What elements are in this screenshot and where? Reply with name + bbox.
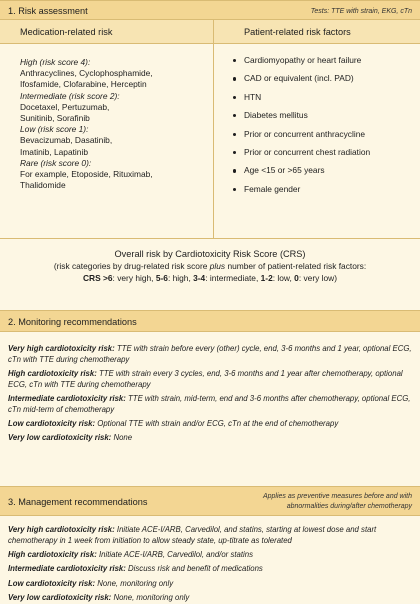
management-recommendations (0, 516, 420, 604)
crs-explanation (0, 261, 420, 272)
medication-category: Intermediate (risk score 2): (20, 90, 120, 101)
medication-drugs: Thalidomide (20, 180, 66, 191)
recommendation-item (8, 433, 412, 444)
medication-risk-heading: Medication-related risk (0, 20, 214, 43)
recommendation-text: Optional TTE with strain and/or ECG, cTn at the end of chemotherapy (95, 419, 339, 428)
crs-explanation-plus: plus (209, 261, 226, 272)
medication-drugs: Sunitinib, Sorafinib (20, 113, 90, 124)
medication-group (20, 158, 213, 192)
recommendation-text: None, monitoring only (95, 578, 174, 588)
recommendation-item (8, 564, 412, 575)
recommendation-item (8, 394, 412, 415)
recommendation-text: Initiate ACE-I/ARB, Carvedilol, and statins, starting at lowest dose and start chemotherapy in 1 week from initiation to allow steady state, up-titrate as tolerated (8, 525, 377, 545)
risk-level: Low cardiotoxicity risk: (8, 419, 96, 428)
recommendation-item (8, 525, 412, 546)
recommendation-item (8, 419, 412, 430)
crs-scale (0, 273, 420, 284)
patient-risk-heading: Patient-related risk factors (244, 27, 351, 37)
medication-category: High (risk score 4): (20, 57, 91, 67)
medication-group (20, 57, 213, 91)
patient-risk-factor: Diabetes mellitus (233, 110, 420, 121)
medication-drugs: Bevacizumab, Dasatinib, (20, 135, 113, 146)
crs-score-key: 5-6 (155, 272, 168, 283)
section-3-note: Applies as preventive measures before and with abnormalities during/after chemotherapy (262, 493, 412, 510)
risk-level: Very low cardiotoxicity risk: (8, 433, 112, 443)
section-1-header (0, 0, 420, 20)
medication-category: Rare (risk score 0): (20, 157, 92, 168)
recommendation-text: TTE with strain before every (other) cycle, end, 3-6 months and 1 year, optional ECG, cTn with TTE during chemotherapy (8, 344, 412, 364)
risk-columns-header (0, 20, 420, 44)
section-1-note: Tests: TTE with strain, EKG, cTn (310, 8, 412, 15)
medication-group (20, 91, 213, 125)
medication-drugs: For example, Etoposide, Rituximab, (20, 169, 153, 180)
risk-level: Intermediate cardiotoxicity risk: (8, 564, 126, 574)
recommendation-item (8, 369, 412, 390)
risk-level: Very high cardiotoxicity risk: (8, 525, 115, 534)
risk-level: High cardiotoxicity risk: (8, 550, 97, 559)
monitoring-recommendations (0, 332, 420, 486)
patient-risk-factor: HTN (233, 92, 420, 103)
crs-score-label: : low, (272, 272, 295, 283)
crs-score-key: 3-4 (193, 272, 206, 283)
recommendation-text: Discuss risk and benefit of medications (125, 564, 263, 574)
section-3-header (0, 486, 420, 516)
medication-drugs: Ifosfamide, Clofarabine, Herceptin (20, 79, 147, 90)
patient-risk-factor: Prior or concurrent chest radiation (233, 147, 420, 158)
recommendation-text: TTE with strain every 3 cycles, end, 3-6 months and 1 year after chemotherapy, optional ECG, cTn with TTE during chemotherapy (8, 369, 403, 389)
crs-score-label: : very low) (298, 272, 337, 283)
crs-score-key: CRS >6 (82, 272, 113, 283)
section-3-title: 3. Management recommendations (8, 497, 148, 507)
recommendation-text: Initiate ACE-I/ARB, Carvedilol, and/or statins (96, 550, 253, 559)
recommendation-text: TTE with strain, mid-term, end and 3-6 months after chemotherapy, optional ECG, cTn mid-term of chemotherapy (8, 394, 411, 414)
section-1-title: 1. Risk assessment (8, 6, 88, 16)
medication-group (20, 124, 213, 158)
recommendation-text: None, monitoring only (111, 592, 190, 602)
recommendation-item (8, 550, 412, 561)
crs-title: Overall risk by Cardiotoxicity Risk Score (CRS) (114, 249, 306, 259)
risk-level: Very low cardiotoxicity risk: (8, 592, 112, 602)
crs-score-key: 0 (294, 272, 299, 283)
crs-score-label: : very high, (112, 272, 156, 283)
patient-risk-factor: CAD or equivalent (incl. PAD) (233, 73, 420, 84)
risk-columns (0, 44, 420, 239)
risk-level: Low cardiotoxicity risk: (8, 578, 96, 588)
crs-explanation-text: (risk categories by drug-related risk score (53, 261, 210, 272)
risk-level: High cardiotoxicity risk: (8, 369, 97, 378)
medication-risk-list (0, 44, 214, 238)
patient-risk-factor: Age <15 or >65 years (233, 165, 420, 176)
medication-category: Low (risk score 1): (20, 124, 89, 135)
recommendation-text: None (111, 433, 133, 443)
recommendation-item (8, 593, 412, 604)
crs-explanation-text: number of patient-related risk factors: (225, 261, 367, 272)
patient-risk-list (214, 44, 420, 238)
recommendation-item (8, 579, 412, 590)
medication-drugs: Anthracyclines, Cyclophosphamide, (20, 68, 153, 79)
section-2-header (0, 310, 420, 332)
crs-score-key: 1-2 (260, 272, 273, 283)
medication-drugs: Imatinib, Lapatinib (20, 146, 88, 157)
patient-risk-factor: Prior or concurrent anthracycline (233, 129, 420, 140)
patient-risk-factor: Female gender (233, 184, 420, 195)
risk-level: Very high cardiotoxicity risk: (8, 344, 115, 353)
medication-drugs: Docetaxel, Pertuzumab, (20, 101, 110, 112)
overall-risk-summary (0, 239, 420, 310)
section-2-title: 2. Monitoring recommendations (8, 317, 137, 327)
crs-score-label: : intermediate, (205, 272, 261, 283)
recommendation-item (8, 344, 412, 365)
crs-score-label: : high, (167, 272, 194, 283)
risk-level: Intermediate cardiotoxicity risk: (8, 394, 126, 403)
patient-risk-factor: Cardiomyopathy or heart failure (233, 55, 420, 66)
